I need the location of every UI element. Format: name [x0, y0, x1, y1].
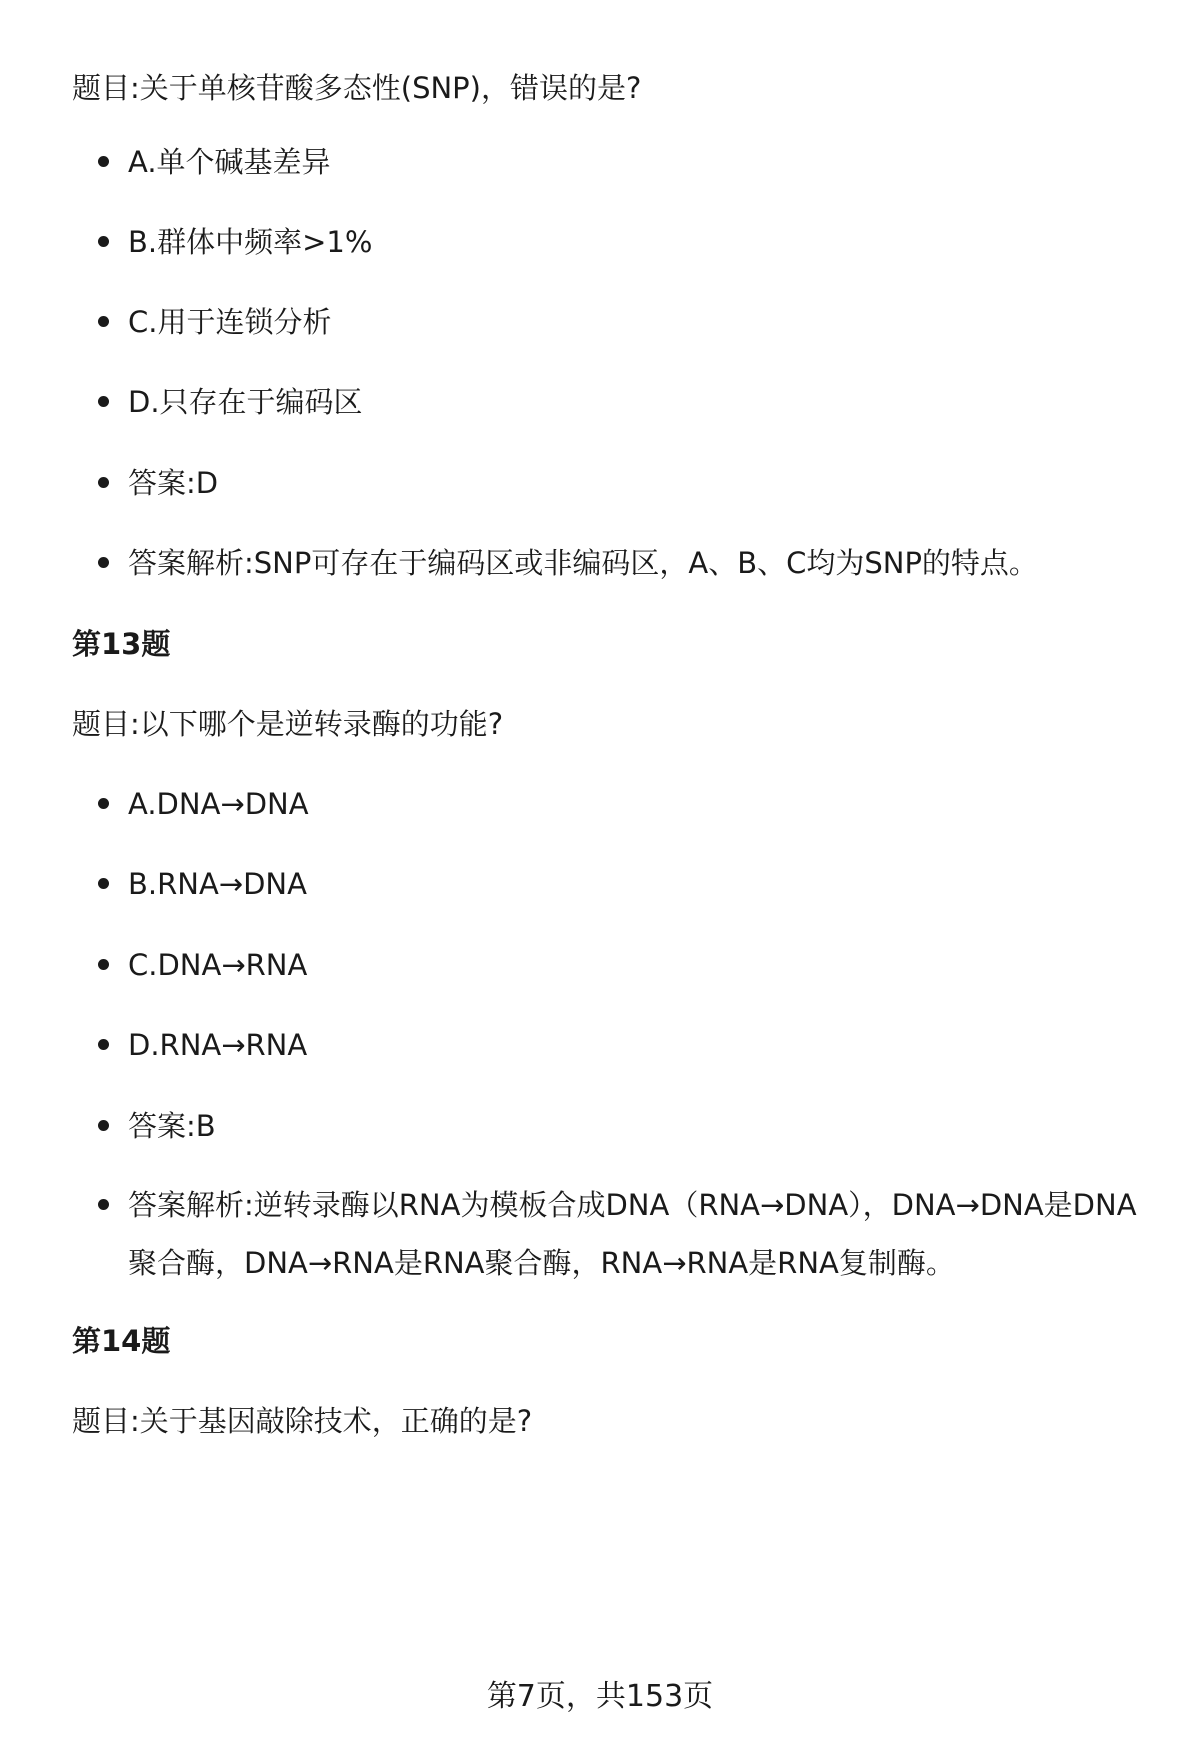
- question-12-stem: 题目:关于单核苷酸多态性(SNP)，错误的是?: [72, 71, 642, 105]
- question-14-heading: 第14题: [72, 1324, 171, 1358]
- question-13-option-c: C.DNA→RNA: [128, 945, 1138, 985]
- question-12-answer: 答案:D: [128, 463, 1138, 503]
- question-13-answer: 答案:B: [128, 1106, 1138, 1146]
- question-13-explanation: 答案解析:逆转录酶以RNA为模板合成DNA（RNA→DNA），DNA→DNA是DNA聚合酶，DNA→RNA是RNA聚合酶，RNA→RNA是RNA复制酶。: [128, 1176, 1138, 1292]
- question-13-stem: 题目:以下哪个是逆转录酶的功能?: [72, 707, 504, 741]
- question-13-option-d: D.RNA→RNA: [128, 1025, 1138, 1065]
- question-14-stem: 题目:关于基因敲除技术，正确的是?: [72, 1404, 533, 1438]
- question-12-option-d: D.只存在于编码区: [128, 382, 1138, 422]
- question-12-option-c: C.用于连锁分析: [128, 302, 1138, 342]
- question-12-option-b: B.群体中频率>1%: [128, 222, 1138, 262]
- question-13-option-a: A.DNA→DNA: [128, 784, 1138, 824]
- question-13-heading: 第13题: [72, 627, 171, 661]
- page-number-footer: 第7页，共153页: [486, 1679, 714, 1714]
- question-12-explanation: 答案解析:SNP可存在于编码区或非编码区，A、B、C均为SNP的特点。: [128, 543, 1138, 583]
- question-13-option-b: B.RNA→DNA: [128, 864, 1138, 904]
- question-12-option-a: A.单个碱基差异: [128, 142, 1138, 182]
